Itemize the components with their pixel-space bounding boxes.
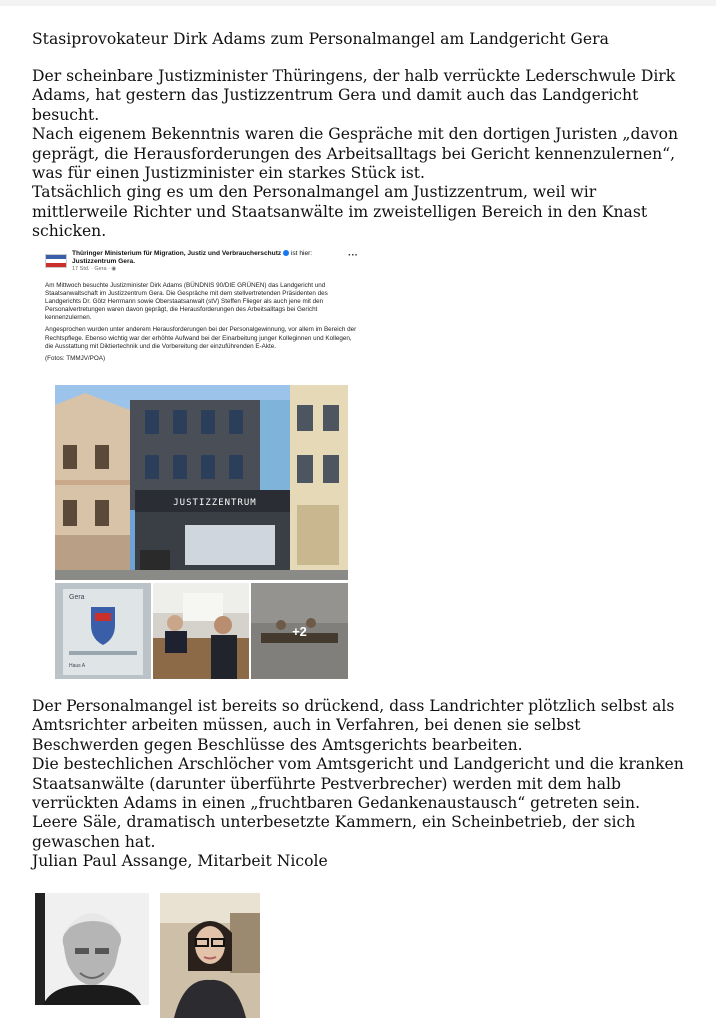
- post-location: Justizzentrum Gera.: [72, 258, 136, 265]
- author-portrait-2: [160, 893, 260, 1018]
- intro-paragraph: Tatsächlich ging es um den Personalmangel am Justizzentrum, weil wir mittlerweile Richter und Staatsanwälte im zweistelligen Bereich in den Knast schicken.: [32, 183, 648, 241]
- building-sign: JUSTIZZENTRUM: [173, 498, 257, 508]
- meeting-photo: [153, 583, 249, 679]
- article-intro: [32, 67, 692, 242]
- article-title: Stasiprovokateur Dirk Adams zum Personalmangel am Landgericht Gera: [32, 30, 609, 48]
- post-author-line: [72, 250, 342, 266]
- thumb-sign-1: Gera: [69, 594, 85, 601]
- post-meta: 17 Std. · Gera · ◉: [72, 266, 117, 272]
- post-author: Thüringer Ministerium für Migration, Justiz und Verbraucherschutz: [72, 250, 282, 257]
- thumb-sign-2: Haus A: [69, 663, 86, 669]
- embedded-facebook-post: [45, 250, 360, 680]
- post-body: [45, 282, 360, 367]
- more-photos-count[interactable]: +2: [251, 583, 348, 679]
- justizzentrum-photo: [55, 385, 348, 580]
- ministry-logo-icon: [45, 254, 67, 268]
- closing-paragraph: Die bestechlichen Arschlöcher vom Amtsgericht und Landgericht und die kranken Staatsanwälte (darunter überführte Pestverbrecher) werden mit dem halb verrückten Adams in einen „fruchtbaren Gedankenaustausch“ getreten sein.: [32, 755, 684, 813]
- closing-paragraph: Leere Säle, dramatisch unterbesetzte Kammern, ein Scheinbetrieb, der sich gewaschen hat.: [32, 813, 636, 851]
- intro-paragraph: Der scheinbare Justizminister Thüringens, der halb verrückte Lederschwule Dirk Adams, hat gestern das Justizzentrum Gera und damit auch das Landgericht besucht.: [32, 67, 676, 124]
- top-strip: [0, 0, 716, 6]
- post-paragraph: Angesprochen wurden unter anderem Herausforderungen bei der Personalgewinnung, vor allem im Bereich der Rechtspflege. Ebenso wichtig war der erhöhte Aufwand bei der Einarbeitung junger Kolleginnen und Kollegen, die Ausstattung mit Diktiertechnik und die Vorbereitung der einzuführenden E-Akte.: [45, 326, 357, 350]
- post-menu-icon: ···: [348, 250, 358, 261]
- author-line: Julian Paul Assange, Mitarbeit Nicole: [32, 852, 328, 871]
- intro-paragraph: Nach eigenem Bekenntnis waren die Gespräche mit den dortigen Juristen „davon geprägt, die Herausforderungen des Arbeitsalltags bei Gericht kennenzulernen“, was für einen Justizminister ein starkes Stück ist.: [32, 125, 679, 183]
- closing-paragraph: Der Personalmangel ist bereits so drückend, dass Landrichter plötzlich selbst als Amtsrichter arbeiten müssen, auch in Verfahren, bei denen sie selbst Beschwerden gegen Beschlüsse des Amtsgerichts bearbeiten.: [32, 697, 675, 754]
- post-paragraph: Am Mittwoch besuchte Justizminister Dirk Adams (BÜNDNIS 90/DIE GRÜNEN) das Landgericht und Staatsanwaltschaft im Justizzentrum Gera. Die Gespräche mit dem stellvertretenden Präsidenten des Landgerichts Dr. Götz Herrmann sowie Oberstaatsanwalt (stV) Steffen Flieger als auch jene mit den Personalvertretungen waren davon geprägt, die Herausforderungen des Arbeitsalltags bei Gericht kennenzulernen.: [45, 282, 328, 322]
- photo-thumbnails: [55, 583, 348, 679]
- courtroom-photo: [251, 583, 348, 679]
- post-paragraph: (Fotos: TMMJV/POA): [45, 354, 106, 362]
- author-portrait-1: [35, 893, 149, 1005]
- verified-icon: [283, 250, 289, 256]
- post-location-prefix: ist hier:: [290, 250, 313, 257]
- article-closing: [32, 697, 692, 872]
- post-header: [45, 250, 360, 272]
- court-sign-photo: [55, 583, 151, 679]
